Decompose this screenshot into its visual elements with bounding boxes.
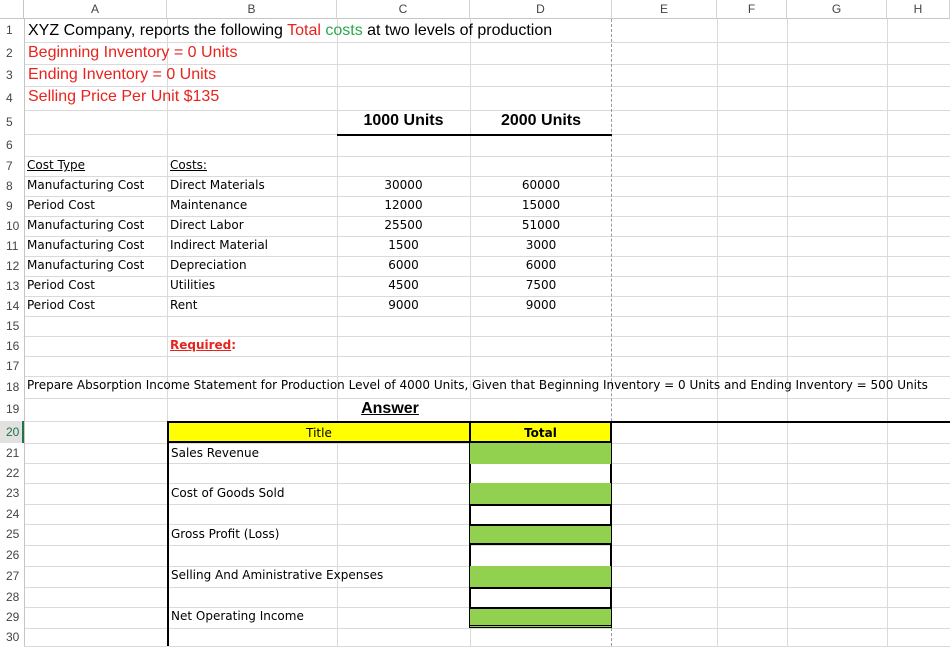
row-header[interactable]: 4 [6, 91, 13, 105]
title-suffix: at two levels of production [362, 22, 553, 39]
cost-name-cell[interactable]: Direct Materials [170, 178, 265, 192]
gridline-h [24, 296, 950, 297]
row-header[interactable]: 27 [6, 569, 20, 583]
sales-revenue-label[interactable]: Sales Revenue [171, 446, 260, 460]
value-2000-cell[interactable]: 6000 [525, 258, 557, 272]
cogs-underline [470, 504, 611, 524]
column-header-d[interactable]: D [470, 0, 612, 19]
cost-type-cell[interactable]: Period Cost [27, 198, 95, 212]
gridline-h [24, 545, 950, 546]
sales-revenue-total-cell[interactable] [470, 443, 611, 464]
gross-profit-total-cell[interactable] [470, 524, 611, 545]
row-header[interactable]: 9 [6, 199, 13, 213]
answer-heading[interactable]: Answer [361, 400, 419, 417]
row-header[interactable]: 8 [6, 179, 13, 193]
gridline-h [24, 316, 950, 317]
value-1000-cell[interactable]: 25500 [384, 218, 423, 232]
row-header-divider [24, 19, 25, 646]
value-2000-cell[interactable]: 15000 [521, 198, 561, 212]
gridline-h [24, 336, 950, 337]
row-header[interactable]: 21 [6, 446, 20, 460]
row-header[interactable]: 22 [6, 466, 20, 480]
title-costs-word: costs [325, 22, 363, 39]
cost-type-cell[interactable]: Period Cost [27, 298, 95, 312]
row-header[interactable]: 12 [6, 259, 20, 273]
column-header-e[interactable]: E [612, 0, 717, 19]
cost-type-cell[interactable]: Manufacturing Cost [27, 178, 145, 192]
value-1000-cell[interactable]: 4500 [388, 278, 419, 292]
gross-profit-label[interactable]: Gross Profit (Loss) [171, 527, 280, 541]
gridline-v [787, 19, 788, 646]
gridline-v [887, 19, 888, 646]
cost-type-cell[interactable]: Manufacturing Cost [27, 218, 145, 232]
net-income-total-cell[interactable] [470, 607, 611, 628]
selling-admin-total-cell[interactable] [470, 566, 611, 587]
gridline-h [24, 356, 950, 357]
value-1000-cell[interactable]: 9000 [388, 298, 419, 312]
required-word: Required [170, 338, 232, 352]
value-2000-cell[interactable]: 7500 [525, 278, 557, 292]
row20-border-extension [611, 421, 950, 423]
column-header-c[interactable]: C [337, 0, 470, 19]
gridline-h [24, 236, 950, 237]
gridline-h [24, 376, 950, 377]
cost-name-cell[interactable]: Depreciation [170, 258, 247, 272]
title-header-cell[interactable] [167, 421, 470, 443]
gridline-h [24, 110, 950, 111]
costs-header[interactable]: Costs: [170, 158, 207, 172]
title-line[interactable] [28, 22, 552, 40]
column-header-a[interactable]: A [24, 0, 167, 19]
value-2000-cell[interactable]: 51000 [521, 218, 561, 232]
row-header[interactable]: 15 [6, 319, 20, 333]
cost-name-cell[interactable]: Direct Labor [170, 218, 244, 232]
gridline-h [24, 628, 950, 629]
gridline-h [24, 156, 950, 157]
row-header[interactable]: 7 [6, 159, 13, 173]
row-header[interactable]: 1 [6, 23, 13, 37]
row-header[interactable]: 23 [6, 486, 20, 500]
row-header[interactable]: 5 [6, 115, 13, 129]
cost-name-cell[interactable]: Utilities [170, 278, 216, 292]
units-header-border [337, 134, 612, 136]
value-2000-cell[interactable]: 60000 [521, 178, 561, 192]
instruction-text[interactable]: Prepare Absorption Income Statement for Production Level of 4000 Units, Given that Beginning Inventory = 0 Units and Ending Inventory = 500 Units [27, 378, 928, 392]
required-colon: : [231, 338, 237, 352]
title-total-word: Total [287, 22, 321, 39]
cost-name-cell[interactable]: Rent [170, 298, 198, 312]
cost-type-header[interactable]: Cost Type [27, 158, 86, 172]
row-header[interactable]: 11 [6, 239, 19, 253]
column-header-b[interactable]: B [167, 0, 337, 19]
title-prefix: XYZ Company, reports the following [28, 22, 288, 39]
row-header[interactable]: 28 [6, 590, 20, 604]
row-header[interactable]: 25 [6, 527, 20, 541]
title-header-text: Title [306, 426, 332, 440]
row-header[interactable]: 6 [6, 138, 13, 152]
value-2000-cell[interactable]: 9000 [525, 298, 557, 312]
gridline-h [24, 196, 950, 197]
row-header[interactable]: 17 [6, 359, 20, 373]
gridline-v [717, 19, 718, 646]
row-header[interactable]: 10 [6, 219, 20, 233]
column-header-h[interactable]: H [887, 0, 950, 19]
column-header-f[interactable]: F [717, 0, 787, 19]
row-header[interactable]: 3 [6, 68, 13, 82]
select-all-corner[interactable] [0, 0, 24, 19]
row-header[interactable]: 29 [6, 610, 20, 624]
gridline-h [24, 176, 950, 177]
value-1000-cell[interactable]: 30000 [384, 178, 423, 192]
ending-inventory-text[interactable]: Ending Inventory = 0 Units [28, 66, 217, 83]
gridline-h [24, 42, 950, 43]
cost-type-cell[interactable]: Manufacturing Cost [27, 238, 145, 252]
row-header[interactable]: 26 [6, 548, 20, 562]
value-1000-cell[interactable]: 6000 [388, 258, 419, 272]
row-header[interactable]: 19 [6, 402, 20, 416]
net-income-label[interactable]: Net Operating Income [171, 609, 304, 623]
gridline-h [24, 86, 950, 87]
value-2000-cell[interactable]: 3000 [525, 238, 557, 252]
selling-price-text[interactable]: Selling Price Per Unit $135 [28, 88, 220, 105]
required-label[interactable] [170, 338, 236, 352]
gridline-h [24, 216, 950, 217]
cost-name-cell[interactable]: Maintenance [170, 198, 248, 212]
cost-name-cell[interactable]: Indirect Material [170, 238, 269, 252]
beginning-inventory-text[interactable]: Beginning Inventory = 0 Units [28, 44, 238, 61]
cost-type-cell[interactable]: Period Cost [27, 278, 95, 292]
row-header[interactable]: 18 [6, 380, 20, 394]
gridline-h [24, 64, 950, 65]
gridline-h [24, 276, 950, 277]
cogs-total-cell[interactable] [470, 483, 611, 504]
row-header[interactable]: 30 [6, 630, 20, 644]
row-header[interactable]: 13 [6, 279, 20, 293]
column-header-g[interactable]: G [787, 0, 887, 19]
gridline-h [24, 256, 950, 257]
total-header-text: Total [524, 426, 557, 440]
value-1000-cell[interactable]: 12000 [384, 198, 423, 212]
total-header-cell[interactable] [470, 421, 612, 443]
answer-left-border [167, 443, 169, 646]
selling-admin-underline [470, 587, 611, 607]
units-1000-header[interactable]: 1000 Units [363, 112, 444, 129]
selling-admin-label[interactable]: Selling And Aministrative Expenses [171, 568, 384, 582]
cost-type-cell[interactable]: Manufacturing Cost [27, 258, 145, 272]
cogs-label[interactable]: Cost of Goods Sold [171, 486, 285, 500]
gridline-h [24, 398, 950, 399]
row-header[interactable]: 16 [6, 339, 20, 353]
row-header[interactable]: 24 [6, 507, 20, 521]
units-2000-header[interactable]: 2000 Units [500, 112, 582, 129]
row-header[interactable]: 20 [0, 421, 24, 443]
row-header[interactable]: 14 [6, 299, 20, 313]
row-header[interactable]: 2 [6, 46, 13, 60]
value-1000-cell[interactable]: 1500 [388, 238, 419, 252]
